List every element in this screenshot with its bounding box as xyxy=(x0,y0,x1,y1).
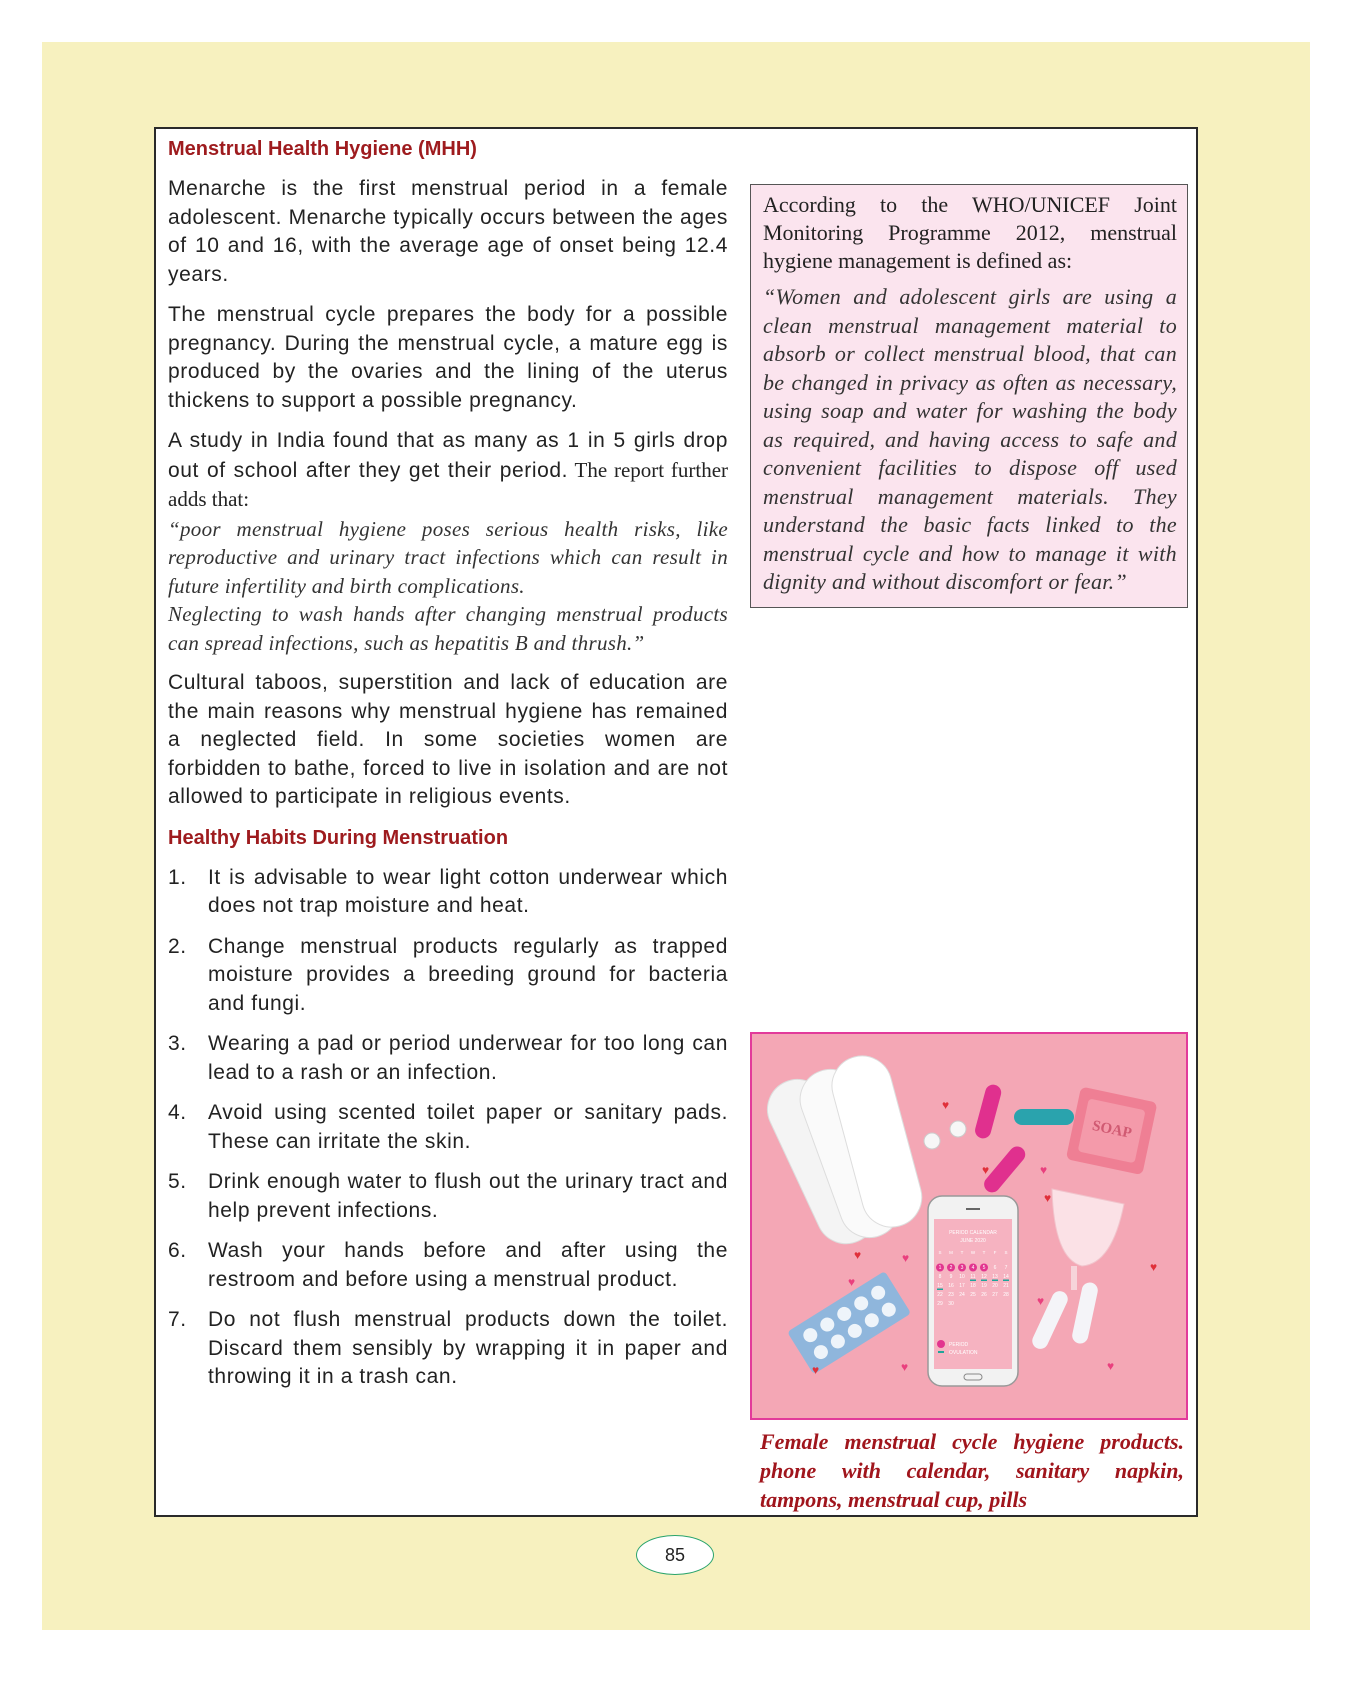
svg-text:♥: ♥ xyxy=(1037,1294,1045,1308)
habit-item xyxy=(168,864,728,921)
habit-text: Drink enough water to flush out the urinary tract and help prevent infections. xyxy=(208,1170,728,1222)
habit-text: Avoid using scented toilet paper or sanitary pads. These can irritate the skin. xyxy=(208,1101,728,1153)
calendar-day: 23 xyxy=(948,1292,954,1298)
calendar-day: 1 xyxy=(938,1265,942,1271)
calendar-day: 3 xyxy=(960,1265,964,1271)
quote-health-risks: “poor menstrual hygiene poses serious health risks, like reproductive and urinary tract infections which can result in future infertility and birth complications. xyxy=(168,516,728,598)
calendar-day: 9 xyxy=(949,1274,953,1280)
calendar-day: 8 xyxy=(938,1274,942,1280)
hygiene-products-illustration xyxy=(750,1032,1188,1420)
svg-text:♥: ♥ xyxy=(1107,1359,1115,1373)
report-text: The report further adds that: xyxy=(168,457,729,511)
weekday-label: T xyxy=(982,1250,986,1255)
pill-icon xyxy=(950,1121,966,1137)
soap-label: SOAP xyxy=(1090,1117,1134,1142)
calendar-day: 10 xyxy=(959,1274,965,1280)
calendar-day: 15 xyxy=(937,1283,943,1289)
calendar-day: 11 xyxy=(970,1274,976,1280)
content-frame xyxy=(154,127,1198,1517)
page-number: 85 xyxy=(636,1535,714,1575)
paragraph-study xyxy=(168,427,728,515)
calendar-day: 4 xyxy=(971,1265,975,1271)
weekday-label: F xyxy=(993,1250,997,1255)
svg-text:♥: ♥ xyxy=(848,1275,856,1289)
habit-number: 4. xyxy=(168,1101,187,1124)
calendar-day: 6 xyxy=(993,1265,997,1271)
habit-number: 3. xyxy=(168,1032,187,1055)
quote-wash-hands: Neglecting to wash hands after changing menstrual products can spread infections, such as hepatitis B and thrush.” xyxy=(168,602,728,655)
calendar-day: 5 xyxy=(982,1265,986,1271)
legend-ovulation-mark xyxy=(938,1351,944,1353)
habit-item xyxy=(168,1099,728,1156)
illustration-svg xyxy=(752,1034,1186,1418)
weekday-label: S xyxy=(938,1250,942,1255)
calendar-day: 16 xyxy=(948,1283,954,1289)
habit-number: 2. xyxy=(168,934,187,958)
calendar-day: 20 xyxy=(992,1283,998,1289)
habit-text: Do not flush menstrual products down the toilet. Discard them sensibly by wrapping it in paper and throwing it in a trash can. xyxy=(208,1308,728,1388)
habit-item xyxy=(168,1237,728,1294)
calendar-day: 22 xyxy=(937,1292,943,1298)
legend-period-dot xyxy=(937,1340,945,1348)
sanitary-pad-icon xyxy=(758,1049,929,1253)
svg-text:♥: ♥ xyxy=(854,1248,862,1262)
legend-period: PERIOD xyxy=(949,1342,969,1348)
phone-icon xyxy=(928,1196,1018,1386)
calendar-day: 25 xyxy=(970,1292,976,1298)
calendar-day: 19 xyxy=(981,1283,987,1289)
habit-item xyxy=(168,1306,728,1392)
weekday-label: T xyxy=(960,1250,964,1255)
calendar-day: 21 xyxy=(1003,1283,1009,1289)
habits-list xyxy=(168,864,728,1392)
tampon-white-icon xyxy=(1071,1281,1100,1345)
section-heading-mhh: Menstrual Health Hygiene (MHH) xyxy=(168,138,477,160)
tampon-white-icon xyxy=(1030,1289,1071,1352)
weekday-label: M xyxy=(949,1250,953,1255)
calendar-title: PERIOD CALENDAR xyxy=(949,1230,997,1236)
calendar-day: 2 xyxy=(949,1265,953,1271)
main-column xyxy=(168,135,728,1392)
svg-text:♥: ♥ xyxy=(812,1363,820,1377)
weekday-label: S xyxy=(1004,1250,1008,1255)
legend-ovulation: OVULATION xyxy=(949,1350,978,1356)
habit-number: 7. xyxy=(168,1308,187,1331)
svg-text:♥: ♥ xyxy=(1150,1260,1158,1274)
cup-stem xyxy=(1071,1266,1077,1290)
habit-item xyxy=(168,1168,728,1225)
habit-item xyxy=(168,1030,728,1087)
svg-text:♥: ♥ xyxy=(982,1163,990,1177)
menstrual-cup-icon xyxy=(1052,1189,1124,1266)
habit-text: It is advisable to wear light cotton underwear which does not trap moisture and heat. xyxy=(208,865,728,917)
svg-text:♥: ♥ xyxy=(902,1251,910,1265)
habit-number: 1. xyxy=(168,865,187,889)
calendar-day: 17 xyxy=(959,1283,965,1289)
who-quote: “Women and adolescent girls are using a clean menstrual management material to absorb or collect menstrual blood, that can be changed in privacy as often as necessary, using soap and water for washing the body as required, and having access to safe and convenient facilities to dispose off used menstrual management materials. They understand the basic facts linked to the menstrual cycle and how to manage it with dignity and without discomfort or fear.” xyxy=(763,284,1177,594)
habit-number: 5. xyxy=(168,1170,187,1193)
svg-text:♥: ♥ xyxy=(942,1098,950,1112)
habit-text: Change menstrual products regularly as trapped moisture provides a breeding ground for bacteria and fungi. xyxy=(208,934,728,1015)
habit-text: Wearing a pad or period underwear for too long can lead to a rash or an infection. xyxy=(208,1032,728,1084)
svg-text:♥: ♥ xyxy=(1040,1163,1048,1177)
paragraph-menarche: Menarche is the first menstrual period in a female adolescent. Menarche typically occurs between the ages of 10 and 16, with the average age of onset being 12.4 years. xyxy=(168,177,728,286)
paragraph-menstrual-cycle: The menstrual cycle prepares the body for a possible pregnancy. During the menstrual cycle, a mature egg is produced by the ovaries and the lining of the uterus thickens to support a possible pregnancy. xyxy=(168,303,728,412)
calendar-day: 13 xyxy=(992,1274,998,1280)
figure-caption: Female menstrual cycle hygiene products. phone with calendar, sanitary napkin, tampons, menstrual cup, pills xyxy=(760,1429,1184,1512)
calendar-day: 29 xyxy=(937,1301,943,1307)
who-intro: According to the WHO/UNICEF Joint Monitoring Programme 2012, menstrual hygiene management is defined as: xyxy=(763,192,1177,273)
calendar-day: 12 xyxy=(981,1274,987,1280)
calendar-day: 27 xyxy=(992,1292,998,1298)
paragraph-cultural-taboos: Cultural taboos, superstition and lack of education are the main reasons why menstrual hygiene has remained a neglected field. In some societies women are forbidden to bathe, forced to live in isolation and are not allowed to participate in religious events. xyxy=(168,671,728,808)
habit-item xyxy=(168,933,728,1019)
calendar-day: 30 xyxy=(948,1301,954,1307)
tampon-pink-icon xyxy=(973,1083,1003,1140)
calendar-day: 7 xyxy=(1004,1265,1008,1271)
calendar-day: 28 xyxy=(1003,1292,1009,1298)
habit-text: Wash your hands before and after using the restroom and before using a menstrual product. xyxy=(208,1239,728,1291)
study-text: A study in India found that as many as 1 in 5 girls drop out of school after they get their period. xyxy=(168,429,728,482)
habit-number: 6. xyxy=(168,1239,187,1262)
weekday-label: W xyxy=(970,1250,976,1255)
calendar-day: 18 xyxy=(970,1283,976,1289)
calendar-day: 14 xyxy=(1003,1274,1009,1280)
soap-icon xyxy=(1066,1087,1158,1176)
pill-icon xyxy=(924,1133,940,1149)
who-definition-box xyxy=(750,184,1188,608)
calendar-day: 24 xyxy=(959,1292,965,1298)
calendar-day: 26 xyxy=(981,1292,987,1298)
calendar-month: JUNE 2020 xyxy=(960,1238,986,1244)
svg-text:♥: ♥ xyxy=(901,1360,909,1374)
tampon-teal-icon xyxy=(1014,1109,1074,1125)
svg-text:♥: ♥ xyxy=(1044,1191,1052,1205)
section-heading-healthy-habits: Healthy Habits During Menstruation xyxy=(168,826,509,849)
